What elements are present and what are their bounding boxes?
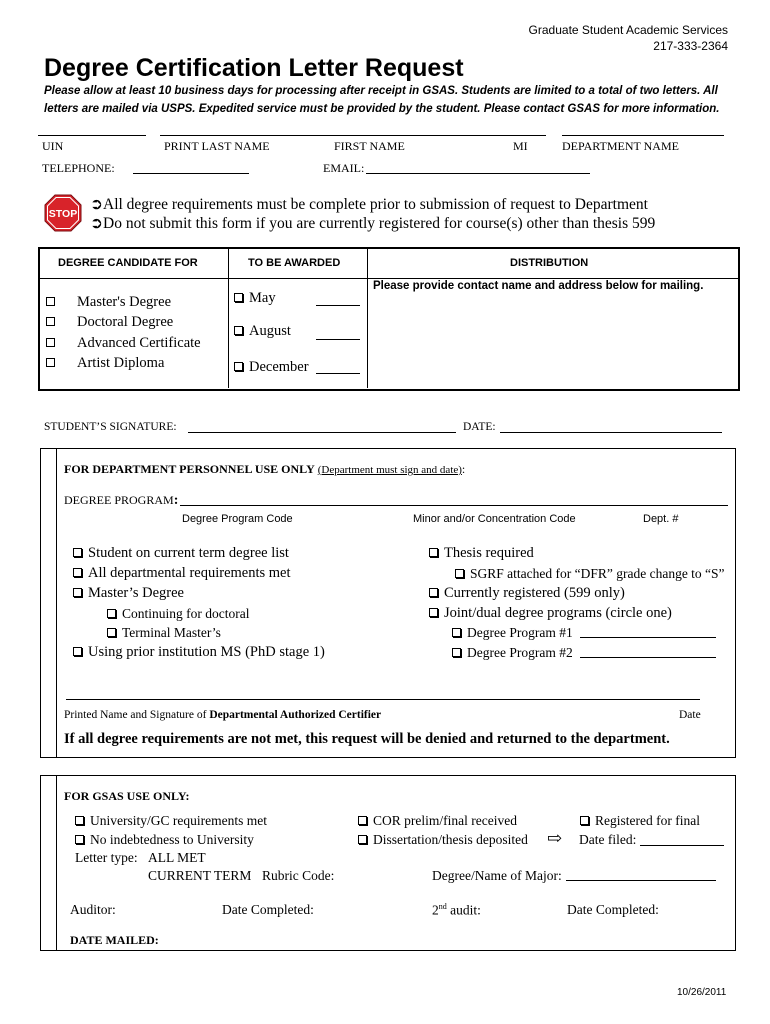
checkbox[interactable] (429, 588, 438, 597)
check-term-degree-list[interactable]: Student on current term degree list (73, 545, 289, 562)
checkbox[interactable] (429, 548, 438, 557)
degree-major-field[interactable] (566, 880, 716, 881)
date-label: DATE: (463, 421, 496, 433)
warning-text-1: All degree requirements must be complete prior to submission of request to Department (103, 196, 648, 213)
warning-line-2 (90, 214, 655, 233)
date-filed-label: Date filed: (579, 832, 637, 847)
checkbox[interactable] (46, 317, 55, 326)
dept-number-label: Dept. # (643, 513, 679, 525)
email-field[interactable] (366, 173, 590, 174)
page-title: Degree Certification Letter Request (44, 54, 464, 82)
degree-option-advanced-certificate[interactable]: Advanced Certificate (46, 335, 201, 352)
office-name: Graduate Student Academic Services (528, 23, 728, 37)
checkbox[interactable] (107, 609, 116, 618)
check-terminal-masters[interactable]: Terminal Master’s (107, 625, 221, 641)
checkbox[interactable] (46, 358, 55, 367)
check-university-requirements[interactable]: University/GC requirements met (75, 813, 267, 829)
checkbox[interactable] (455, 569, 464, 578)
mi-label: MI (513, 139, 528, 153)
term-option-august[interactable]: August (234, 323, 291, 340)
check-prior-institution-ms[interactable]: Using prior institution MS (PhD stage 1) (73, 644, 325, 661)
degree-program-1-field[interactable] (580, 637, 716, 638)
degree-program-field[interactable] (180, 505, 728, 506)
arrow-bullet-icon: ➲ (90, 196, 103, 213)
denial-notice: If all degree requirements are not met, this request will be denied and returned to the department. (64, 731, 670, 747)
degree-option-artist-diploma[interactable]: Artist Diploma (46, 355, 164, 372)
department-heading: FOR DEPARTMENT PERSONNEL USE ONLY (Department must sign and date): (64, 462, 466, 476)
date-mailed-label: DATE MAILED: (70, 933, 159, 947)
checkbox[interactable] (358, 835, 367, 844)
office-header (529, 22, 728, 54)
date-filed-field[interactable] (640, 845, 724, 846)
instructions: Please allow at least 10 business days for processing after receipt in GSAS. Students are limited to a total of two letters. All letters are mailed via USPS. Expedited service must be provided by the student. Please contact GSAS for more information. (44, 85, 720, 115)
check-thesis-required[interactable]: Thesis required (429, 545, 534, 562)
letter-type-label: Letter type: (75, 850, 138, 865)
stop-sign-icon (44, 194, 82, 232)
checkbox[interactable] (452, 648, 461, 657)
checkbox[interactable] (429, 608, 438, 617)
check-masters-degree[interactable]: Master’s Degree (73, 585, 184, 602)
arrow-bullet-icon: ➲ (90, 215, 103, 232)
distribution-note: Please provide contact name and address below for mailing. (373, 280, 704, 292)
warning-line-1 (90, 195, 648, 214)
check-continuing-doctoral[interactable]: Continuing for doctoral (107, 606, 249, 622)
check-dissertation-deposited[interactable]: Dissertation/thesis deposited (358, 832, 528, 848)
term-option-december[interactable]: December (234, 359, 309, 376)
col-to-be-awarded: TO BE AWARDED (248, 257, 341, 269)
first-name-label: FIRST NAME (334, 139, 405, 153)
checkbox[interactable] (75, 816, 84, 825)
col-degree-candidate: DEGREE CANDIDATE FOR (58, 257, 198, 269)
degree-program-code-label: Degree Program Code (182, 513, 293, 525)
checkbox[interactable] (73, 548, 82, 557)
student-signature-field[interactable] (188, 432, 456, 433)
checkbox[interactable] (234, 362, 243, 371)
checkbox[interactable] (234, 326, 243, 335)
may-blank[interactable] (316, 305, 360, 306)
degree-major-label: Degree/Name of Major: (432, 868, 562, 883)
check-registered-final[interactable]: Registered for final (580, 813, 700, 829)
email-label: EMAIL: (323, 161, 365, 175)
uin-line[interactable] (38, 135, 146, 136)
check-no-indebtedness[interactable]: No indebtedness to University (75, 832, 254, 848)
term-option-may[interactable]: May (234, 290, 276, 307)
august-blank[interactable] (316, 339, 360, 340)
office-phone: 217-333-2364 (653, 39, 728, 53)
last-name-label: PRINT LAST NAME (164, 139, 270, 153)
check-joint-dual[interactable]: Joint/dual degree programs (circle one) (429, 605, 672, 622)
name-line[interactable] (160, 135, 546, 136)
checkbox[interactable] (73, 647, 82, 656)
checkbox[interactable] (234, 293, 243, 302)
checkbox[interactable] (73, 588, 82, 597)
date-completed-label: Date Completed: (222, 902, 314, 917)
table-header-divider (40, 278, 738, 279)
checkbox[interactable] (46, 297, 55, 306)
telephone-label: TELEPHONE: (42, 161, 115, 175)
rubric-code-label: Rubric Code: (262, 868, 335, 883)
letter-type-all-met: ALL MET (148, 850, 206, 865)
checkbox[interactable] (75, 835, 84, 844)
table-col-divider-2 (367, 249, 368, 388)
certifier-signature-field[interactable] (66, 699, 700, 700)
check-cor-received[interactable]: COR prelim/final received (358, 813, 517, 829)
checkbox[interactable] (73, 568, 82, 577)
checkbox[interactable] (580, 816, 589, 825)
date-field[interactable] (500, 432, 722, 433)
department-line[interactable] (562, 135, 724, 136)
checkbox[interactable] (46, 338, 55, 347)
department-section-inner-border (56, 448, 57, 758)
warning-text-2: Do not submit this form if you are currently registered for course(s) other than thesis 599 (103, 215, 656, 232)
gsas-section-inner-border (56, 775, 57, 951)
uin-label: UIN (42, 139, 64, 153)
checkbox[interactable] (358, 816, 367, 825)
auditor-label: Auditor: (70, 902, 116, 917)
check-all-requirements[interactable]: All departmental requirements met (73, 565, 291, 582)
december-blank[interactable] (316, 373, 360, 374)
second-audit-label: 2nd audit: (432, 902, 481, 918)
checkbox[interactable] (107, 628, 116, 637)
table-col-divider-1 (228, 249, 229, 388)
form-version-date: 10/26/2011 (677, 987, 727, 998)
stop-sign-label: STOP (48, 208, 78, 220)
check-currently-registered[interactable]: Currently registered (599 only) (429, 585, 625, 602)
certifier-label: Printed Name and Signature of Departmental Authorized Certifier (64, 709, 382, 721)
degree-option-doctoral[interactable]: Doctoral Degree (46, 314, 173, 331)
department-label: DEPARTMENT NAME (562, 139, 679, 153)
certifier-date-label: Date (679, 709, 701, 721)
telephone-field[interactable] (133, 173, 249, 174)
gsas-heading: FOR GSAS USE ONLY: (64, 789, 190, 803)
minor-code-label: Minor and/or Concentration Code (413, 513, 576, 525)
check-sgrf-attached[interactable]: SGRF attached for “DFR” grade change to “S” (455, 566, 725, 582)
letter-type-current-term: CURRENT TERM (148, 868, 252, 883)
student-signature-label: STUDENT’S SIGNATURE: (44, 421, 177, 433)
degree-program-label: DEGREE PROGRAM: (64, 493, 179, 508)
col-distribution: DISTRIBUTION (510, 257, 589, 269)
degree-option-masters[interactable]: Master's Degree (46, 294, 171, 311)
degree-program-2-field[interactable] (580, 657, 716, 658)
check-degree-program-2[interactable]: Degree Program #2 (452, 645, 573, 661)
check-degree-program-1[interactable]: Degree Program #1 (452, 625, 573, 641)
right-arrow-icon: ⇨ (547, 828, 563, 848)
checkbox[interactable] (452, 628, 461, 637)
second-date-completed-label: Date Completed: (567, 902, 659, 917)
